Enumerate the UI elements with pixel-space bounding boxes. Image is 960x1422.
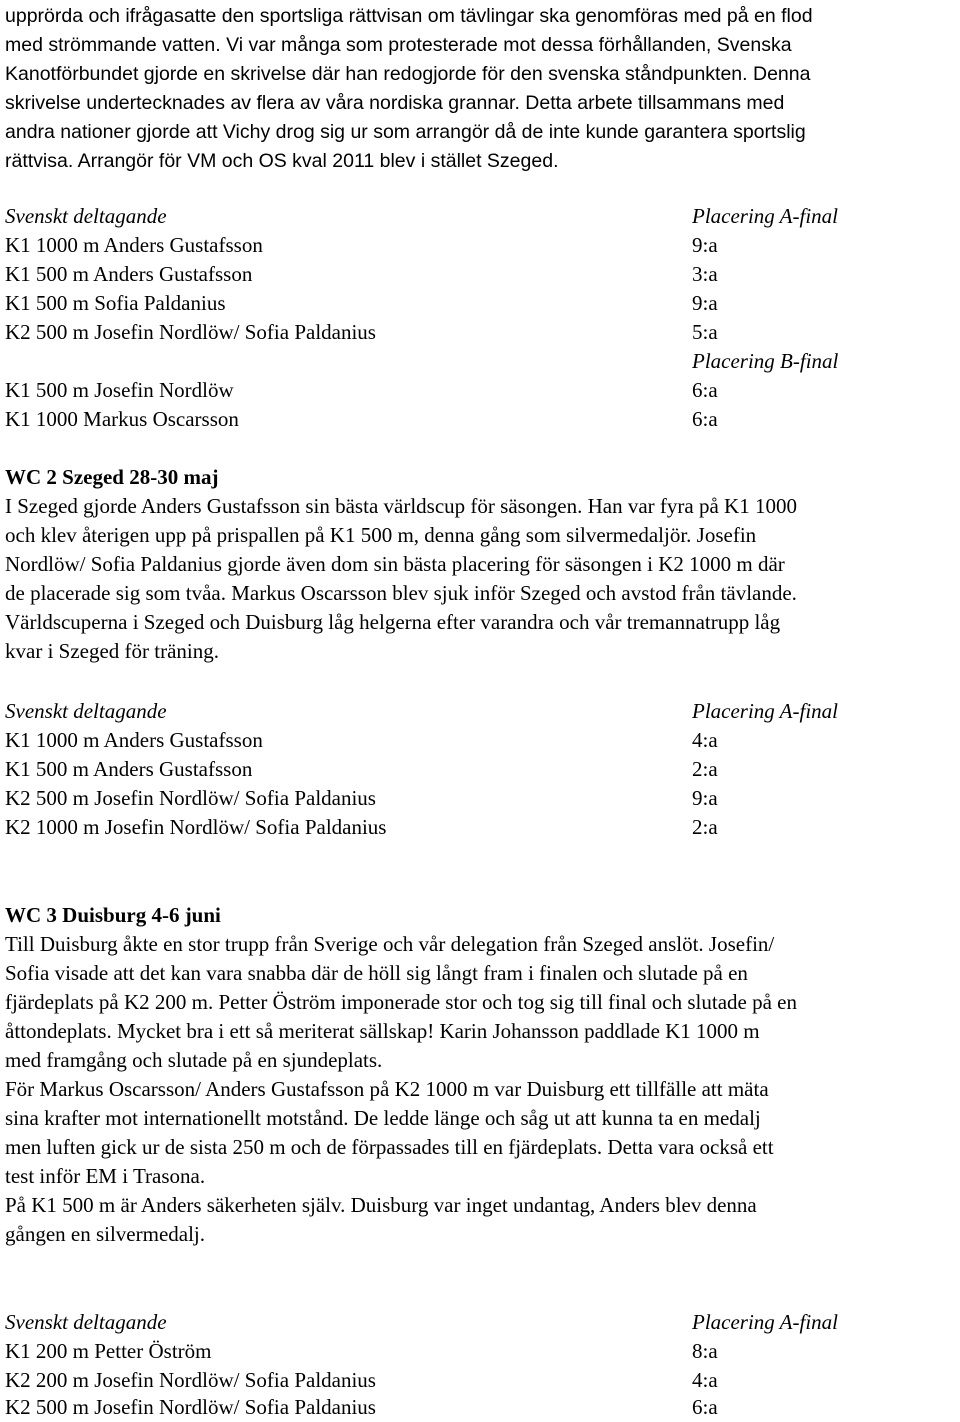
event-cell: K2 500 m Josefin Nordlöw/ Sofia Paldanius	[5, 786, 376, 810]
event-cell: K1 500 m Sofia Paldanius	[5, 291, 226, 315]
event-cell: K1 500 m Anders Gustafsson	[5, 757, 253, 781]
text-line: andra nationer gjorde att Vichy drog sig ur som arrangör då de inte kunde garantera sportslig	[5, 121, 806, 143]
table-header	[5, 697, 955, 726]
event-cell: K2 500 m Josefin Nordlöw/ Sofia Paldanius	[5, 1395, 376, 1419]
table-row	[5, 726, 955, 755]
text-line: fjärdeplats på K2 200 m. Petter Öström imponerade stor och tog sig till final och slutade på en	[5, 990, 797, 1014]
table-row	[5, 318, 955, 347]
place-cell: 6:a	[692, 378, 718, 402]
place-cell: 2:a	[692, 815, 718, 839]
event-cell: K1 500 m Josefin Nordlöw	[5, 378, 234, 402]
text-line: gången en silvermedalj.	[5, 1222, 206, 1246]
table-subheader	[5, 347, 955, 376]
column-header-placement: Placering A-final	[692, 204, 839, 228]
event-cell: K2 200 m Josefin Nordlöw/ Sofia Paldanius	[5, 1368, 376, 1392]
text-line: Sofia visade att det kan vara snabba där de höll sig långt fram i finalen och slutade på en	[5, 961, 748, 985]
place-cell: 6:a	[692, 407, 718, 431]
text-line: skrivelse undertecknades av flera av våra nordiska grannar. Detta arbete tillsammans med	[5, 92, 785, 114]
table-row	[5, 813, 955, 842]
column-header-placement: Placering A-final	[692, 699, 839, 723]
place-cell: 9:a	[692, 291, 718, 315]
text-line: sina krafter mot internationellt motstånd. De ledde länge och såg ut att kunna ta en medalj	[5, 1106, 761, 1130]
table-row	[5, 1366, 955, 1395]
event-cell: K2 1000 m Josefin Nordlöw/ Sofia Paldanius	[5, 815, 387, 839]
text-line: Nordlöw/ Sofia Paldanius gjorde även dom sin bästa placering för säsongen i K2 1000 m där	[5, 552, 785, 576]
event-cell: K2 500 m Josefin Nordlöw/ Sofia Paldanius	[5, 320, 376, 344]
event-cell: K1 1000 Markus Oscarsson	[5, 407, 239, 431]
table-row	[5, 1337, 955, 1366]
text-line: Till Duisburg åkte en stor trupp från Sverige och vår delegation från Szeged anslöt. Josefin/	[5, 932, 775, 956]
column-header-participant: Svenskt deltagande	[5, 204, 167, 228]
table-row	[5, 405, 955, 434]
event-cell: K1 1000 m Anders Gustafsson	[5, 728, 263, 752]
text-line: test inför EM i Trasona.	[5, 1164, 206, 1188]
text-line: rättvisa. Arrangör för VM och OS kval 2011 blev i stället Szeged.	[5, 150, 559, 172]
place-cell: 2:a	[692, 757, 718, 781]
table-row	[5, 260, 955, 289]
table-header	[5, 1308, 955, 1337]
text-line: Kanotförbundet gjorde en skrivelse där han redogjorde för den svenska ståndpunkten. Denna	[5, 63, 811, 85]
place-cell: 6:a	[692, 1395, 718, 1419]
table-row	[5, 289, 955, 318]
text-line: kvar i Szeged för träning.	[5, 639, 220, 663]
event-cell: K1 500 m Anders Gustafsson	[5, 262, 253, 286]
column-header-b-final: Placering B-final	[692, 349, 839, 373]
place-cell: 4:a	[692, 1368, 718, 1392]
text-line: med strömmande vatten. Vi var många som protesterade mot dessa förhållanden, Svenska	[5, 34, 792, 56]
table-row	[5, 376, 955, 405]
table-row	[5, 755, 955, 784]
event-cell: K1 1000 m Anders Gustafsson	[5, 233, 263, 257]
place-cell: 5:a	[692, 320, 718, 344]
text-line: upprörda och ifrågasatte den sportsliga rättvisan om tävlingar ska genomföras med på en flod	[5, 5, 813, 27]
text-line: de placerade sig som tvåa. Markus Oscarsson blev sjuk inför Szeged och avstod från tävlande.	[5, 581, 797, 605]
place-cell: 9:a	[692, 786, 718, 810]
section-heading-wc2: WC 2 Szeged 28-30 maj	[5, 465, 219, 489]
column-header-participant: Svenskt deltagande	[5, 1310, 167, 1334]
table-row	[5, 231, 955, 260]
wc2-paragraph	[5, 492, 960, 666]
place-cell: 4:a	[692, 728, 718, 752]
wc3-paragraph	[5, 930, 960, 1249]
text-line: Världscuperna i Szeged och Duisburg låg helgerna efter varandra och vår tremannatrupp låg	[5, 610, 781, 634]
text-line: åttondeplats. Mycket bra i ett så meriterat sällskap! Karin Johansson paddlade K1 1000 m	[5, 1019, 760, 1043]
text-line: och klev återigen upp på prispallen på K1 500 m, denna gång som silvermedaljör. Josefin	[5, 523, 757, 547]
place-cell: 8:a	[692, 1339, 718, 1363]
text-line: För Markus Oscarsson/ Anders Gustafsson på K2 1000 m var Duisburg ett tillfälle att mäta	[5, 1077, 769, 1101]
text-line: På K1 500 m är Anders säkerheten själv. Duisburg var inget undantag, Anders blev denna	[5, 1193, 757, 1217]
column-header-participant: Svenskt deltagande	[5, 699, 167, 723]
place-cell: 9:a	[692, 233, 718, 257]
table-row	[5, 1393, 955, 1422]
text-line: med framgång och slutade på en sjundeplats.	[5, 1048, 383, 1072]
column-header-placement: Placering A-final	[692, 1310, 839, 1334]
text-line: men luften gick ur de sista 250 m och de förpassades till en fjärdeplats. Detta vara också ett	[5, 1135, 774, 1159]
place-cell: 3:a	[692, 262, 718, 286]
table-header	[5, 202, 955, 231]
section-heading-wc3: WC 3 Duisburg 4-6 juni	[5, 903, 221, 927]
table-row	[5, 784, 955, 813]
event-cell: K1 200 m Petter Öström	[5, 1339, 212, 1363]
text-line: I Szeged gjorde Anders Gustafsson sin bästa världscup för säsongen. Han var fyra på K1 1000	[5, 494, 797, 518]
intro-paragraph	[5, 2, 960, 176]
